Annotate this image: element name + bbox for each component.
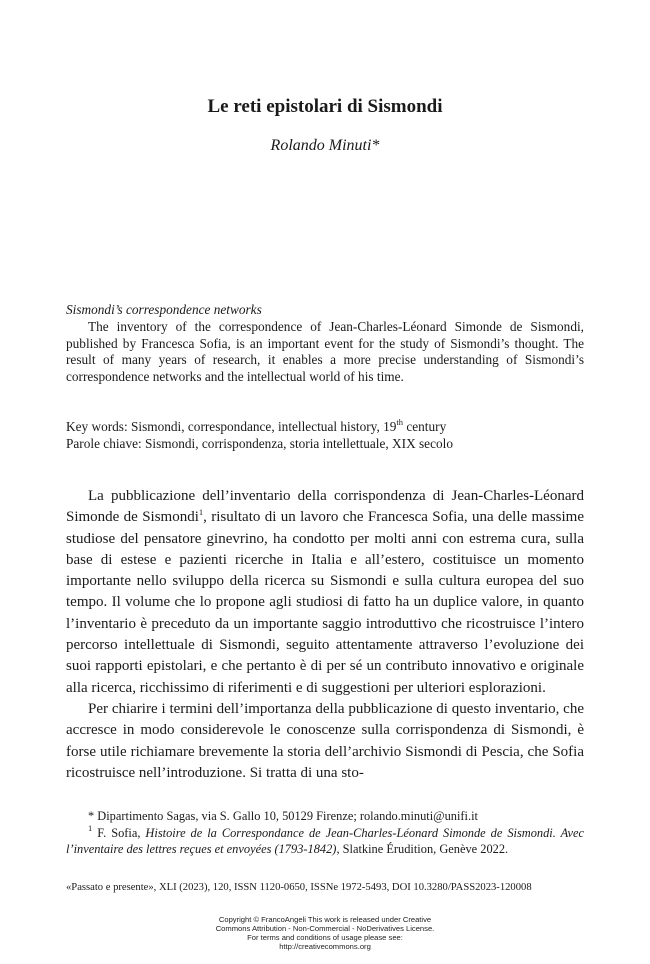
body-paragraph-1: La pubblicazione dell’inventario della corrispondenza di Jean-Charles-Léonard Simonde de Sismondi$^1$, risultato di un lavoro che Francesca Sofia, una delle massime studiose del pensatore ginevrino, ha condotto per molti anni con estrema cura, sulla base di estese e pazienti ricerche in Italia e all’estero, costituisce un momento importante nello sviluppo della ricerca su Sismondi e sulla cultura europea del suo tempo. Il volume che lo propone agli studiosi di fatto ha un duplice valore, in quanto l’inventario è preceduto da un importante saggio introduttivo che ricostruisce l’intero percorso intellettuale di Sismondi, seguito attentamente attraverso l’evoluzione dei suoi rapporti epistolari, e che pertanto è di per sé un contributo innovativo e originale alla ricerca, ricchissimo di riferimenti e di suggestioni per ulteriori esplorazioni. — [66, 488, 584, 696]
article-body — [66, 486, 584, 784]
article-title: Le reti epistolari di Sismondi — [207, 96, 443, 117]
abstract — [66, 302, 584, 386]
footnote-ref-1: 1 — [198, 507, 204, 518]
license-notice: Copyright © FrancoAngeli This work is released under Creative Commons Attribution - Non-Commercial - NoDerivatives License. For terms and conditions of usage please see: http://creativecommons.org — [0, 915, 650, 951]
journal-citation: «Passato e presente», XLI (2023), 120, ISSN 1120-0650, ISSNe 1972-5493, DOI 10.3280/PASS2023-120008 — [66, 882, 532, 893]
keywords-italian: Parole chiave: Sismondi, corrispondenza, storia intellettuale, XIX secolo — [66, 436, 453, 451]
body-paragraph-2: Per chiarire i termini dell’importanza della pubblicazione di questo inventario, che accresce in modo considerevole le conoscenze sulla corrispondenza di Sismondi, è forse utile richiamare brevemente la storia dell’archivio Sismondi di Pescia, che Sofia ricostruisce nell’introduzione. Si tratta di una sto- — [66, 700, 584, 781]
keywords — [66, 418, 584, 452]
keywords-english: Key words: Sismondi, correspondance, intellectual history, 19th century — [66, 417, 447, 434]
license-link[interactable]: http://creativecommons.org — [279, 942, 371, 951]
abstract-heading: Sismondi’s correspondence networks — [66, 302, 262, 317]
abstract-text: The inventory of the correspondence of Jean-Charles-Léonard Simonde de Sismondi, published by Francesca Sofia, is an important event for the study of Sismondi’s thought. The result of many years of research, it enables a more precise understanding of Sismondi’s correspondence networks and the intellectual world of his time. — [66, 318, 584, 385]
footnote-1: $^1$ F. Sofia, Histoire de la Correspondance de Jean-Charles-Léonard Simonde de Sismondi. Avec l’inventaire des lettres reçues et envoyées (1793-1842), Slatkine Érudition, Genève 2022. — [66, 822, 584, 857]
footnotes — [66, 808, 584, 858]
article-author: Rolando Minuti* — [270, 137, 380, 154]
footnote-affiliation: * Dipartimento Sagas, via S. Gallo 10, 50129 Firenze; rolando.minuti@unifi.it — [88, 809, 478, 823]
